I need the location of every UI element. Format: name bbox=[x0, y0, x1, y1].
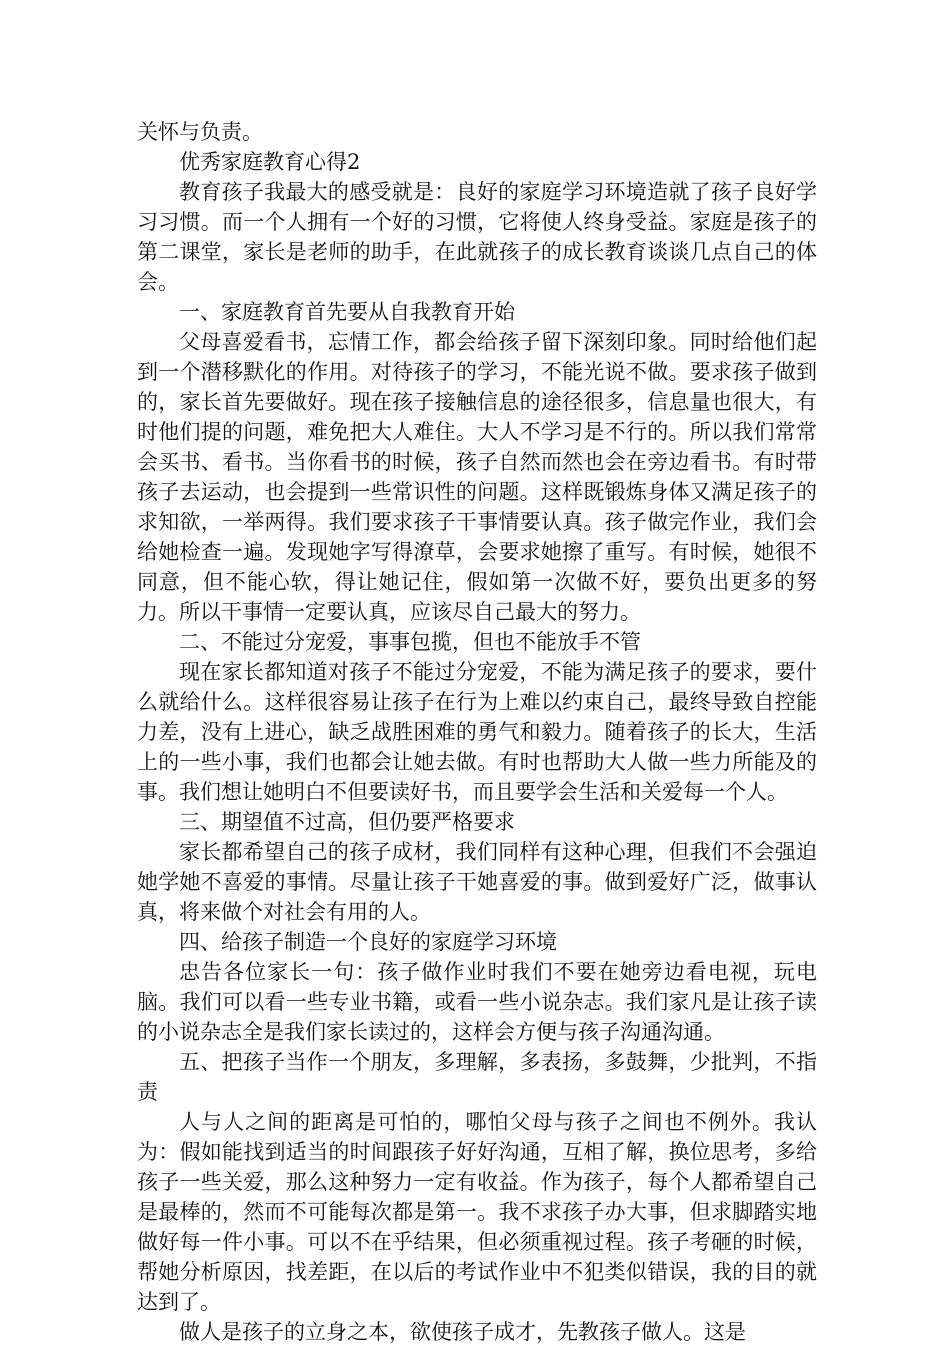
essay-title: 优秀家庭教育心得2 bbox=[179, 150, 361, 174]
paragraph-section-5: 人与人之间的距离是可怕的，哪怕父母与孩子之间也不例外。我认为：假如能找到适当的时间跟孩子好好沟通，互相了解，换位思考，多给孩子一些关爱，那么这种努力一定有收益。作为孩子，每个人都希望自己是最棒的，然而不可能每次都是第一。我不求孩子办大事，但求脚踏实地做好每一件小事。可以不在乎结果，但必须重视过程。孩子考砸的时候，帮她分析原因，找差距，在以后的考试作业中不犯类似错误，我的目的就达到了。 bbox=[137, 1110, 817, 1314]
section-heading-2: 二、不能过分宠爱，事事包揽，但也不能放手不管 bbox=[179, 630, 641, 654]
section-heading-5: 五、把孩子当作一个朋友，多理解，多表扬，多鼓舞，少批判，不指责 bbox=[137, 1050, 817, 1104]
paragraph-continuation: 做人是孩子的立身之本，欲使孩子成才，先教孩子做人。这是 bbox=[179, 1320, 746, 1344]
paragraph-intro: 教育孩子我最大的感受就是：良好的家庭学习环境造就了孩子良好学习习惯。而一个人拥有一个好的习惯，它将使人终身受益。家庭是孩子的第二课堂，家长是老师的助手，在此就孩子的成长教育谈谈几点自己的体会。 bbox=[137, 180, 817, 294]
paragraph-section-1: 父母喜爱看书，忘情工作，都会给孩子留下深刻印象。同时给他们起到一个潜移默化的作用。对待孩子的学习，不能光说不做。要求孩子做到的，家长首先要做好。现在孩子接触信息的途径很多，信息量也很大，有时他们提的问题，难免把大人难住。大人不学习是不行的。所以我们常常会买书、看书。当你看书的时候，孩子自然而然也会在旁边看书。有时带孩子去运动，也会提到一些常识性的问题。这样既锻炼身体又满足孩子的求知欲，一举两得。我们要求孩子干事情要认真。孩子做完作业，我们会给她检查一遍。发现她字写得潦草，会要求她擦了重写。有时候，她很不同意，但不能心软，得让她记住，假如第一次做不好，要负出更多的努力。所以干事情一定要认真，应该尽自己最大的努力。 bbox=[137, 330, 817, 624]
paragraph-section-2: 现在家长都知道对孩子不能过分宠爱，不能为满足孩子的要求，要什么就给什么。这样很容易让孩子在行为上难以约束自己，最终导致自控能力差，没有上进心，缺乏战胜困难的勇气和毅力。随着孩子的长大，生活上的一些小事，我们也都会让她去做。有时也帮助大人做一些力所能及的事。我们想让她明白不但要读好书，而且要学会生活和关爱每一个人。 bbox=[137, 660, 817, 804]
paragraph-closing-line: 关怀与负责。 bbox=[137, 120, 263, 144]
document-body bbox=[137, 117, 817, 1347]
section-heading-4: 四、给孩子制造一个良好的家庭学习环境 bbox=[179, 930, 557, 954]
section-heading-3: 三、期望值不过高，但仍要严格要求 bbox=[179, 810, 515, 834]
paragraph-section-4: 忠告各位家长一句：孩子做作业时我们不要在她旁边看电视，玩电脑。我们可以看一些专业书籍，或看一些小说杂志。我们家凡是让孩子读的小说杂志全是我们家长读过的，这样会方便与孩子沟通沟通。 bbox=[137, 960, 817, 1044]
section-heading-1: 一、家庭教育首先要从自我教育开始 bbox=[179, 300, 515, 324]
paragraph-section-3: 家长都希望自己的孩子成材，我们同样有这种心理，但我们不会强迫她学她不喜爱的事情。尽量让孩子干她喜爱的事。做到爱好广泛，做事认真，将来做个对社会有用的人。 bbox=[137, 840, 817, 924]
